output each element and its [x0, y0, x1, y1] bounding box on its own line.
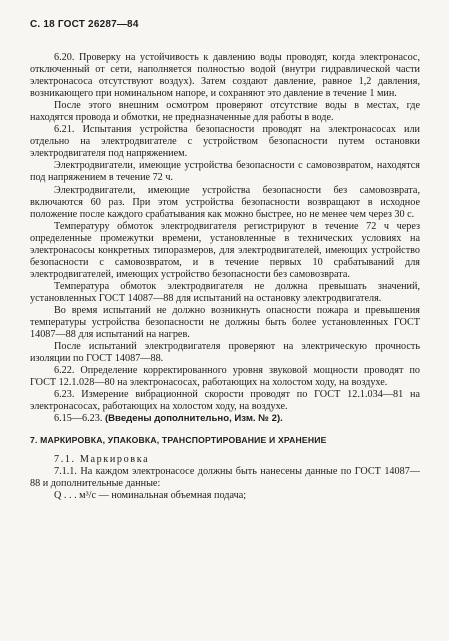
paragraph-6-20-visual-check: После этого внешним осмотром проверяют отсутствие воды в местах, где находятся провода и обмотки, не предназначенные для работы в воде. — [30, 100, 420, 124]
paragraph-6-21-limit: Температура обмоток электродвигателя не должна превышать значений, установленных ГОСТ 14087—88 для испытаний на остановку электродвигателя. — [30, 280, 420, 304]
paragraph-6-21-temperature: Температуру обмоток электродвигателя регистрируют в течение 72 ч через определенные промежутки времени, установленные в технических условиях на электронасосы конкретных типоразмеров, для электродвигателей, имеющих устройство безопасности с самовозвратом, и в течение первых 10 срабатываний для электродвигателей, имеющих устройство безопасности без самовозврата. — [30, 220, 420, 280]
paragraph-6-22: 6.22. Определение корректированного уровня звуковой мощности проводят по ГОСТ 12.1.028—80 на электронасосах, работающих на холостом ходу, на воздухе. — [30, 365, 420, 389]
paragraph-6-21-fire: Во время испытаний не должно возникнуть опасности пожара и превышения температуры устройства безопасности не должны быть более установленных ГОСТ 14087—88 для испытаний на нагрев. — [30, 304, 420, 341]
page-header: С. 18 ГОСТ 26287—84 — [30, 19, 139, 30]
document-body — [30, 52, 420, 502]
paragraph-7-1-1: 7.1.1. На каждом электронасосе должны быть нанесены данные по ГОСТ 14087—88 и дополнительные данные: — [30, 465, 420, 489]
paragraph-6-21-insulation: После испытаний электродвигателя проверяют на электрическую прочность изоляции по ГОСТ 14087—88. — [30, 341, 420, 365]
paragraph-6-21-manual-reset: Электродвигатели, имеющие устройства безопасности без самовозврата, включаются 60 раз. При этом устройства безопасности возвращают в исходное положение после каждого срабатывания как можно быстрее, но не менее чем через 30 с. — [30, 184, 420, 220]
section-title: 7. МАРКИРОВКА, УПАКОВКА, ТРАНСПОРТИРОВАНИЕ И ХРАНЕНИЕ — [30, 435, 327, 446]
subsection-7-1: 7.1. Маркировка — [54, 453, 150, 465]
amendment-text: (Введены дополнительно, Изм. № 2). — [104, 413, 283, 425]
paragraph-6-21-self-reset: Электродвигатели, имеющие устройства безопасности с самовозвратом, находятся под напряжением в течение 72 ч. — [30, 160, 420, 184]
paragraph-6-21: 6.21. Испытания устройства безопасности проводят на электронасосах или отдельно на электродвигателе с устройством безопасности путем остановки электродвигателя под напряжением. — [30, 124, 420, 160]
paragraph-q-flow: Q . . . м³/с — номинальная объемная подача; — [54, 489, 247, 501]
paragraph-6-20: 6.20. Проверку на устойчивость к давлению воды проводят, когда электронасос, отключенный от сети, наполняется полностью водой (внутри гидравлической части электронасоса отсутствуют воздух). Затем создают давление, равное 1,2 давления, возникающего при номинальном напоре, и сохраняют это давление в течение 1 мин. — [30, 52, 420, 100]
amendment-prefix: 6.15—6.23. — [54, 413, 103, 425]
amendment-note — [30, 413, 420, 425]
paragraph-6-23: 6.23. Измерение вибрационной скорости проводят по ГОСТ 12.1.034—81 на электронасосах, работающих на холостом ходу, на воздухе. — [30, 389, 420, 413]
